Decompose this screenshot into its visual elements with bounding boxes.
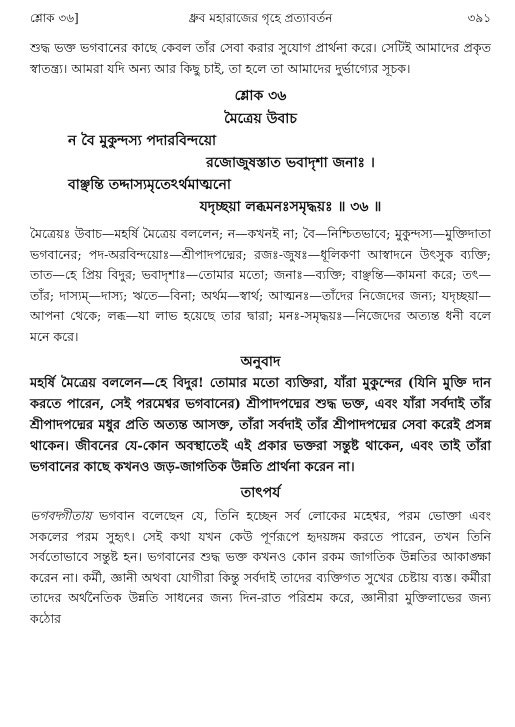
header-verse-ref: শ্লোক ৩৬] (30, 11, 79, 25)
translation-heading: অনুবাদ (240, 354, 281, 370)
purport-source-title: ভগবদ্গীতায় (30, 508, 92, 523)
page-number: ৩৯১ (467, 11, 491, 25)
verse-line-3: বাঞ্ছন্তি তদ্দাস্যমৃতেঽর্থমাত্মনো (68, 177, 231, 193)
verse-speaker: মৈত্রেয় উবাচ (224, 111, 297, 127)
verse-line-2: রজোজুষস্তাত ভবাদৃশা জনাঃ । (206, 155, 375, 171)
purport-heading: তাৎপর্য (240, 485, 281, 501)
verse-number: শ্লোক ৩৬ (234, 88, 287, 104)
verse-line-1: ন বৈ মুকুন্দস্য পদারবিন্দয়ো (68, 133, 217, 149)
page-body (30, 38, 491, 629)
translation-text: মহর্ষি মৈত্রেয় বললেন—হে বিদুর! তোমার মতো ব্যক্তিরা, যাঁরা মুকুন্দের (যিনি মুক্তি দান করতে পারেন, সেই পরমেশ্বর ভগবানের) শ্রীপাদপদ্মের শুদ্ধ ভক্ত, এবং যাঁরা সর্বদাই তাঁর শ্রীপাদপদ্মের মধুর প্রতি অত্যন্ত আসক্ত, তাঁরা সর্বদাই তাঁর শ্রীপাদপদ্মের সেবা করেই প্রসন্ন থাকেন। জীবনের যে-কোন অবস্থাতেই এই প্রকার ভক্তরা সন্তুষ্ট থাকেন, এবং তাই তাঁরা ভগবানের কাছে কখনও জড়-জাগতিক উন্নতি প্রার্থনা করেন না। (30, 376, 491, 475)
intro-paragraph: শুদ্ধ ভক্ত ভগবানের কাছে কেবল তাঁর সেবা করার সুযোগ প্রার্থনা করে। সেটিই আমাদের প্রকৃত স্বাতন্ত্র্য। আমরা যদি অন্য আর কিছু চাই, তা হলে তা আমাদের দুর্ভাগ্যের সূচক। (30, 40, 491, 76)
verse-block (30, 85, 491, 218)
word-for-word-synonyms: মৈত্রেয়ঃ উবাচ—মহর্ষি মৈত্রেয় বললেন; ন—কখনই না; বৈ—নিশ্চিতভাবে; মুকুন্দস্য—মুক্তিদাতা ভগবানের; পদ-অরবিন্দয়োঃ—শ্রীপাদপদ্মের; রজঃ-জুষঃ—ধূলিকণা আস্বাদনে উৎসুক ব্যক্তি; তাত—হে প্রিয় বিদুর; ভবাদৃশাঃ—তোমার মতো; জনাঃ—ব্যক্তি; বাঞ্ছন্তি—কামনা করে; তৎ—তাঁর; দাস্যম্—দাস্য; ঋতে—বিনা; অর্থম—স্বার্থ; আত্মনঃ—তাঁদের নিজেদের জন্য; যদৃচ্ছয়া—আপনা থেকে; লব্ধ—যা লাভ হয়েছে তার দ্বারা; মনঃ-সমৃদ্ধয়ঃ—নিজেদের অত্যন্ত ধনী বলে মনে করে। (30, 226, 491, 344)
running-header (30, 10, 491, 28)
verse-line-4: যদৃচ্ছয়া লব্ধমনঃসমৃদ্ধয়ঃ ॥ ৩৬ ॥ (199, 199, 382, 215)
header-chapter-title: ধ্রুব মহারাজের গৃহে প্রত্যাবর্তন (188, 11, 333, 25)
purport-text (30, 506, 491, 629)
purport-body: ভগবান বলেছেন যে, তিনি হচ্ছেন সর্ব লোকের মহেশ্বর, পরম ভোক্তা এবং সকলের পরম সুহৃৎ। সেই কথা যখন কেউ পূর্ণরূপে হৃদয়ঙ্গম করতে পারেন, তখন তিনি সর্বতোভাবে সন্তুষ্ট হন। ভগবানের শুদ্ধ ভক্ত কখনও কোন রকম জাগতিক উন্নতির আকাঙ্ক্ষা করেন না। কর্মী, জ্ঞানী অথবা যোগীরা কিন্তু সর্বদাই তাদের ব্যক্তিগত সুখের চেষ্টায় ব্যস্ত। কর্মীরা তাদের অর্থনৈতিক উন্নতি সাধনের জন্য দিন-রাত পরিশ্রম করে, জ্ঞানীরা মুক্তিলাভের জন্য কঠোর (30, 508, 491, 626)
